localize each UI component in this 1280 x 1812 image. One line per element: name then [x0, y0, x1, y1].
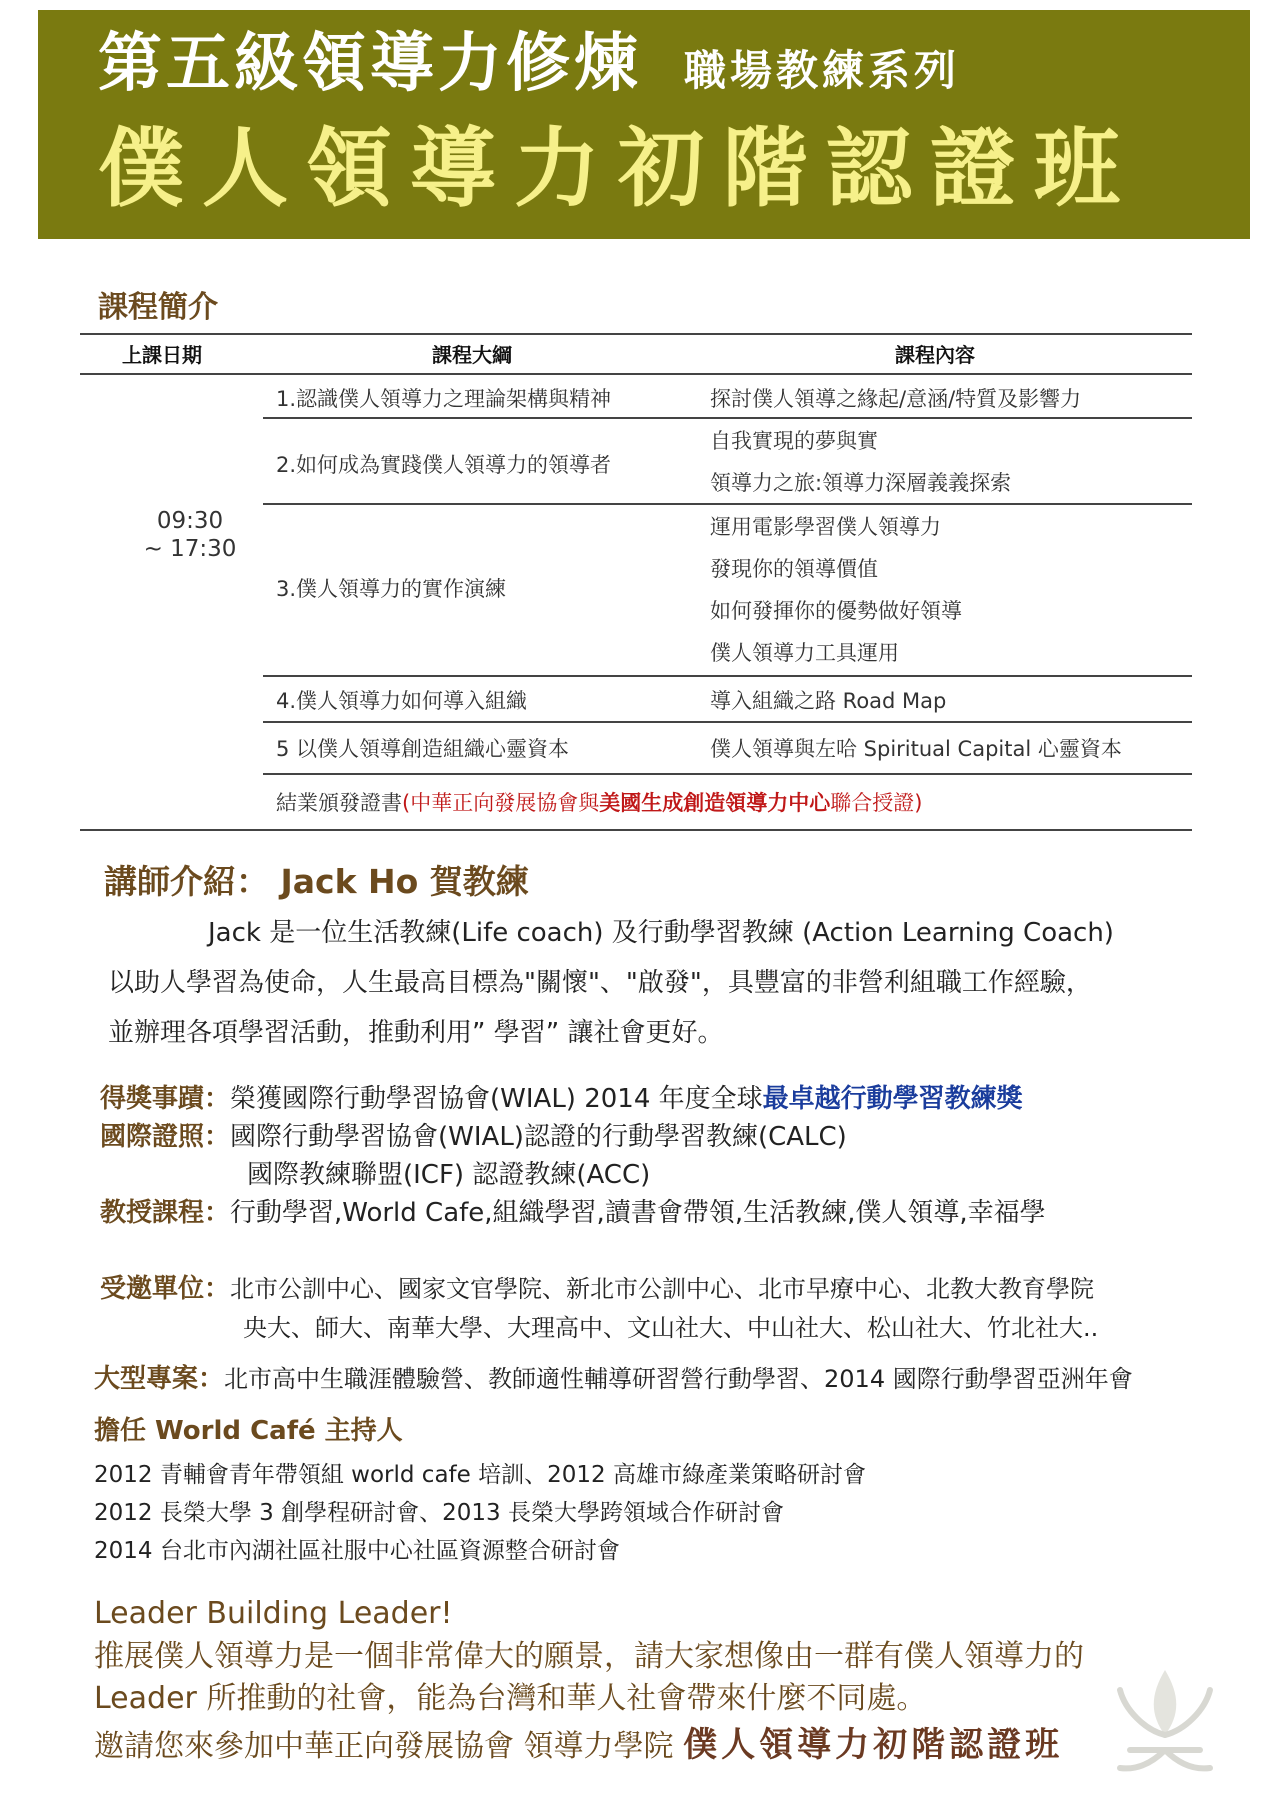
certificate-note	[276, 787, 922, 817]
invited-line-2: 央大、師大、南華大學、大理高中、文山社大、中山社大、松山社大、竹北社大..	[243, 1314, 1099, 1342]
header-content: 課程內容	[895, 343, 975, 367]
project-label: 大型專案：	[94, 1364, 225, 1394]
outline-4: 4.僕人領導力如何導入組織	[276, 689, 528, 713]
closing-line-3: 邀請您來參加中華正向發展協會 領導力學院	[94, 1729, 674, 1764]
cert-row	[100, 1116, 847, 1153]
content-5-1: 僕人領導與左哈 Spiritual Capital 心靈資本	[710, 737, 1122, 761]
intro-line-3: 並辦理各項學習活動，推動利用” 學習” 讓社會更好。	[108, 1018, 724, 1048]
cert-and: 與	[578, 791, 600, 815]
time-end: ~ 17:30	[143, 536, 237, 562]
cert-prefix: 結業頒發證書	[276, 791, 402, 815]
content-3-4: 僕人領導力工具運用	[710, 641, 899, 665]
award-row	[100, 1078, 1023, 1115]
banner-series: 職場教練系列	[684, 46, 961, 95]
cert-org2: 美國生成創造領導力中心	[599, 791, 831, 815]
time-start: 09:30	[156, 508, 224, 534]
closing-slogan: Leader Building Leader!	[94, 1596, 453, 1631]
closing-line-1: 推展僕人領導力是一個非常偉大的願景，請大家想像由一群有僕人領導力的	[94, 1639, 1084, 1674]
row-rule	[263, 417, 1192, 419]
worldcafe-item-3: 2014 台北市內湖社區社服中心社區資源整合研討會	[94, 1538, 620, 1564]
content-3-1: 運用電影學習僕人領導力	[710, 515, 941, 539]
banner-title-line1: 第五級領導力修煉	[98, 26, 642, 101]
cert-line-1: 國際行動學習協會(WIAL)認證的行動學習教練(CALC)	[230, 1122, 847, 1152]
invited-label: 受邀單位：	[100, 1274, 231, 1304]
title-banner	[38, 10, 1250, 239]
invited-line-1: 北市公訓中心、國家文官學院、新北市公訓中心、北市早療中心、北教大教育學院	[230, 1275, 1095, 1303]
table-top-rule	[80, 333, 1192, 335]
award-highlight: 最卓越行動學習教練獎	[762, 1084, 1023, 1114]
worldcafe-item-2: 2012 長榮大學 3 創學程研討會、2013 長榮大學跨領域合作研討會	[94, 1500, 784, 1526]
project-row	[94, 1358, 1133, 1395]
content-1-1: 探討僕人領導之緣起/意涵/特質及影響力	[710, 387, 1082, 411]
intro-line-2: 以助人學習為使命，人生最高目標為"關懷"、"啟發"，具豐富的非營利組職工作經驗，	[108, 968, 1092, 998]
header-rule	[80, 373, 1192, 375]
outline-1: 1.認識僕人領導力之理論架構與精神	[276, 387, 612, 411]
award-text: 榮獲國際行動學習協會(WIAL) 2014 年度全球	[230, 1084, 763, 1114]
worldcafe-title: 擔任 World Café 主持人	[94, 1416, 403, 1446]
project-text: 北市高中生職涯體驗營、教師適性輔導研習營行動學習、2014 國際行動學習亞洲年會	[224, 1365, 1133, 1393]
header-outline: 課程大綱	[432, 343, 512, 367]
course-section-title: 課程簡介	[98, 290, 218, 325]
banner-title-line2: 僕人領導力初階認證班	[98, 118, 1138, 219]
content-2-1: 自我實現的夢與實	[710, 429, 878, 453]
outline-3: 3.僕人領導力的實作演練	[276, 577, 507, 601]
cert-label: 國際證照：	[100, 1122, 231, 1152]
content-2-2: 領導力之旅:領導力深層義義探索	[710, 471, 1012, 495]
award-label: 得獎事蹟：	[100, 1084, 231, 1114]
fleur-emblem-icon	[1090, 1660, 1240, 1790]
table-bottom-rule	[80, 829, 1192, 831]
header-date: 上課日期	[122, 343, 202, 367]
worldcafe-item-1: 2012 青輔會青年帶領組 world cafe 培訓、2012 高雄市綠產業策略研討會	[94, 1462, 866, 1488]
content-3-2: 發現你的領導價值	[710, 557, 878, 581]
cert-paren: (	[402, 791, 411, 815]
intro-line-1: Jack 是一位生活教練(Life coach) 及行動學習教練 (Action Learning Coach)	[208, 918, 1114, 948]
outline-2: 2.如何成為實踐僕人領導力的領導者	[276, 453, 612, 477]
row-rule	[263, 675, 1192, 677]
outline-5: 5 以僕人領導創造組織心靈資本	[276, 737, 570, 761]
closing-line-3-row	[94, 1724, 1063, 1767]
content-3-3: 如何發揮你的優勢做好領導	[710, 599, 962, 623]
cert-line-2: 國際教練聯盟(ICF) 認證教練(ACC)	[247, 1160, 651, 1190]
cert-org1: 中華正向發展協會	[410, 791, 579, 815]
content-4-1: 導入組織之路 Road Map	[710, 689, 947, 713]
cert-suffix: 聯合授證)	[830, 791, 923, 815]
instructor-section-title: 講師介紹： Jack Ho 賀教練	[104, 862, 529, 901]
row-rule	[263, 503, 1192, 505]
row-rule	[263, 721, 1192, 723]
class-time	[110, 507, 270, 563]
closing-line-2: Leader 所推動的社會，能為台灣和華人社會帶來什麼不同處。	[94, 1681, 927, 1716]
teach-row	[100, 1192, 1046, 1229]
teach-label: 教授課程：	[100, 1198, 231, 1228]
row-rule	[263, 773, 1192, 775]
closing-signature: 僕人領導力初階認證班	[683, 1725, 1064, 1765]
teach-text: 行動學習,World Cafe,組織學習,讀書會帶領,生活教練,僕人領導,幸福學	[230, 1198, 1046, 1228]
invited-row	[100, 1268, 1094, 1305]
